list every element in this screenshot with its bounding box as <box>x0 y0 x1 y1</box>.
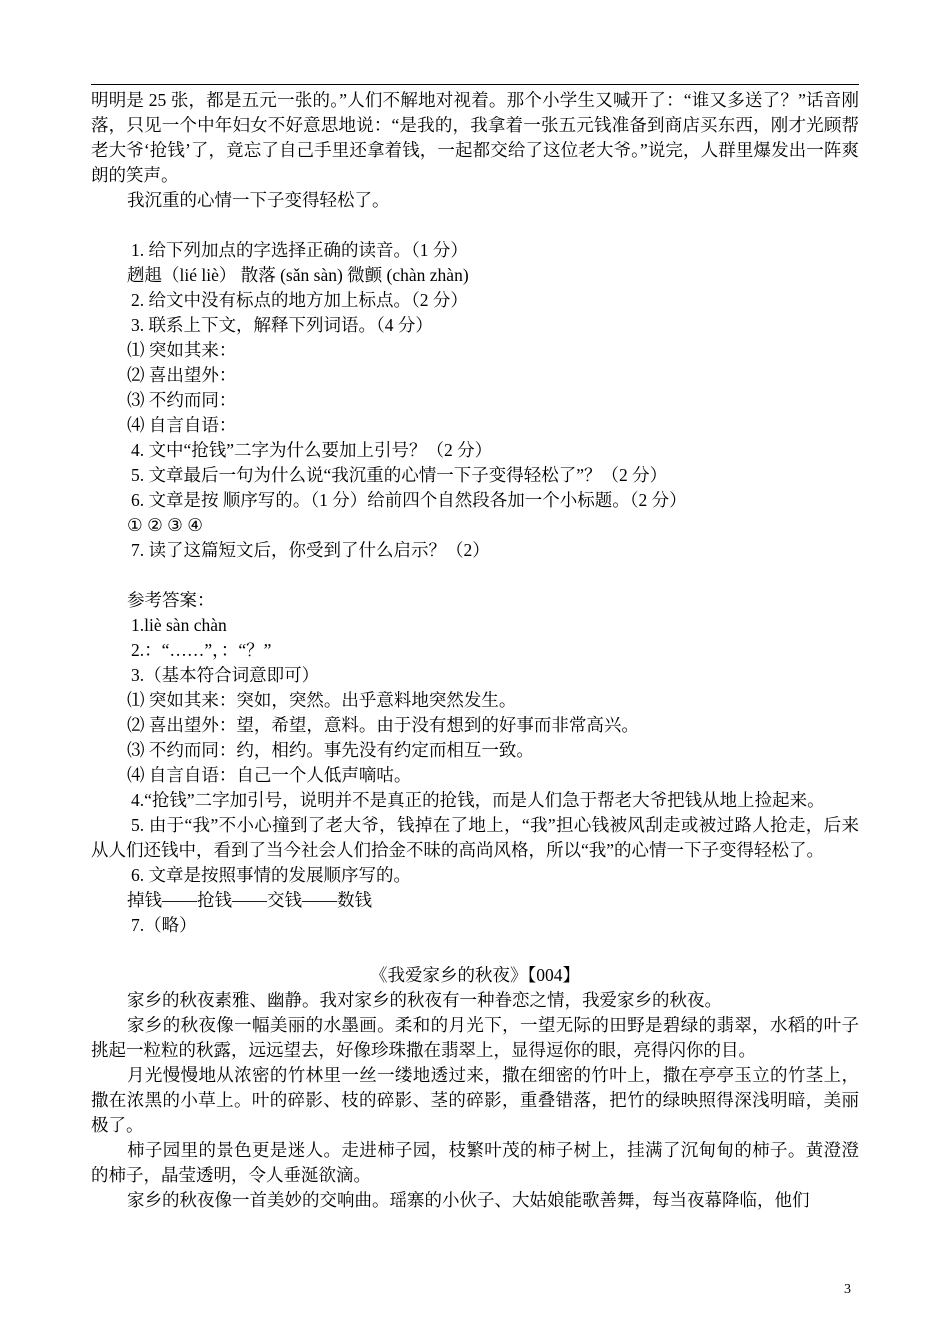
essay-paragraph: 家乡的秋夜像一幅美丽的水墨画。柔和的月光下，一望无际的田野是碧绿的翡翠，水稻的叶子挑起一粒粒的秋露，远远望去，好像珍珠撒在翡翠上，显得逗你的眼，亮得闪你的目。 <box>91 1015 859 1060</box>
question-3-item: ⑶ 不约而同： <box>127 390 237 410</box>
answer-3-item: ⑶ 不约而同：约，相约。事先没有约定而相互一致。 <box>127 740 534 760</box>
question-5: 5. 文章最后一句为什么说“我沉重的心情一下子变得轻松了”？（2 分） <box>131 465 668 485</box>
essay-paragraph: 柿子园里的景色更是迷人。走进柿子园，枝繁叶茂的柿子树上，挂满了沉甸甸的柿子。黄澄澄的柿子，晶莹透明，令人垂涎欲滴。 <box>91 1140 859 1185</box>
answer-3-item: ⑴ 突如其来：突如，突然。出乎意料地突然发生。 <box>127 690 517 710</box>
answer-2: 2.：“……”，：“？” <box>131 640 272 660</box>
question-1-options: 趔趄（lié liè） 散落 (sǎn sàn) 微颤 (chàn zhàn) <box>127 265 469 285</box>
spacer <box>91 938 859 963</box>
essay-paragraph: 家乡的秋夜像一首美妙的交响曲。瑶寨的小伙子、大姑娘能歌善舞，每当夜幕降临，他们 <box>127 1190 810 1210</box>
story-paragraph: 我沉重的心情一下子变得轻松了。 <box>127 190 390 210</box>
answer-3-item: ⑷ 自言自语：自己一个人低声嘀咕。 <box>127 765 412 785</box>
answer-5: 5. 由于“我”不小心撞到了老大爷，钱掉在了地上，“我”担心钱被风刮走或被过路人抢走，后来从人们还钱中，看到了当今社会人们拾金不昧的高尚风格，所以“我”的心情一下子变得轻松了。 <box>91 815 859 860</box>
page-number: 3 <box>844 1282 851 1297</box>
story-paragraph: 明明是 25 张，都是五元一张的。”人们不解地对视着。那个小学生又喊开了：“谁又多送了？”话音刚落，只见一个中年妇女不好意思地说：“是我的，我拿着一张五元钱准备到商店买东西，刚才光顾帮老大爷‘抢钱’了，竟忘了自己手里还拿着钱，一起都交给了这位老大爷。”说完，人群里爆发出一阵爽朗的笑声。 <box>91 90 859 185</box>
answer-3-item: ⑵ 喜出望外：望，希望，意料。由于没有想到的好事而非常高兴。 <box>127 715 639 735</box>
spacer <box>91 563 859 588</box>
question-2: 2. 给文中没有标点的地方加上标点。（2 分） <box>131 290 468 310</box>
question-3-item: ⑴ 突如其来： <box>127 340 237 360</box>
answer-6-titles: 掉钱——抢钱——交钱——数钱 <box>127 890 372 910</box>
question-3-item: ⑵ 喜出望外： <box>127 365 237 385</box>
answer-6: 6. 文章是按照事情的发展顺序写的。 <box>131 865 411 885</box>
answers-heading: 参考答案： <box>127 590 215 610</box>
question-6: 6. 文章是按 顺序写的。（1 分）给前四个自然段各加一个小标题。（2 分） <box>131 490 687 510</box>
answer-3: 3.（基本符合词意即可） <box>131 665 320 685</box>
essay-paragraph: 月光慢慢地从浓密的竹林里一丝一缕地透过来，撒在细密的竹叶上，撒在亭亭玉立的竹茎上，撒在浓黑的小草上。叶的碎影、枝的碎影、茎的碎影，重叠错落，把竹的绿映照得深浅明暗，美丽极了。 <box>91 1065 859 1135</box>
question-3-item: ⑷ 自言自语： <box>127 415 237 435</box>
question-4: 4. 文中“抢钱”二字为什么要加上引号？（2 分） <box>131 440 493 460</box>
header-rule <box>91 84 859 85</box>
page-body <box>91 88 859 1213</box>
question-1: 1. 给下列加点的字选择正确的读音。（1 分） <box>131 240 468 260</box>
spacer <box>91 213 859 238</box>
question-6-marks: ① ② ③ ④ <box>127 515 203 535</box>
answer-7: 7.（略） <box>131 915 197 935</box>
question-3: 3. 联系上下文，解释下列词语。（4 分） <box>131 315 433 335</box>
essay-paragraph: 家乡的秋夜素雅、幽静。我对家乡的秋夜有一种眷恋之情，我爱家乡的秋夜。 <box>127 990 722 1010</box>
question-7: 7. 读了这篇短文后，你受到了什么启示？（2） <box>131 540 490 560</box>
essay-title: 《我爱家乡的秋夜》【004】 <box>370 965 580 985</box>
answer-1: 1.liè sàn chàn <box>131 615 227 635</box>
answer-4: 4.“抢钱”二字加引号，说明并不是真正的抢钱，而是人们急于帮老大爷把钱从地上捡起来。 <box>131 790 825 810</box>
